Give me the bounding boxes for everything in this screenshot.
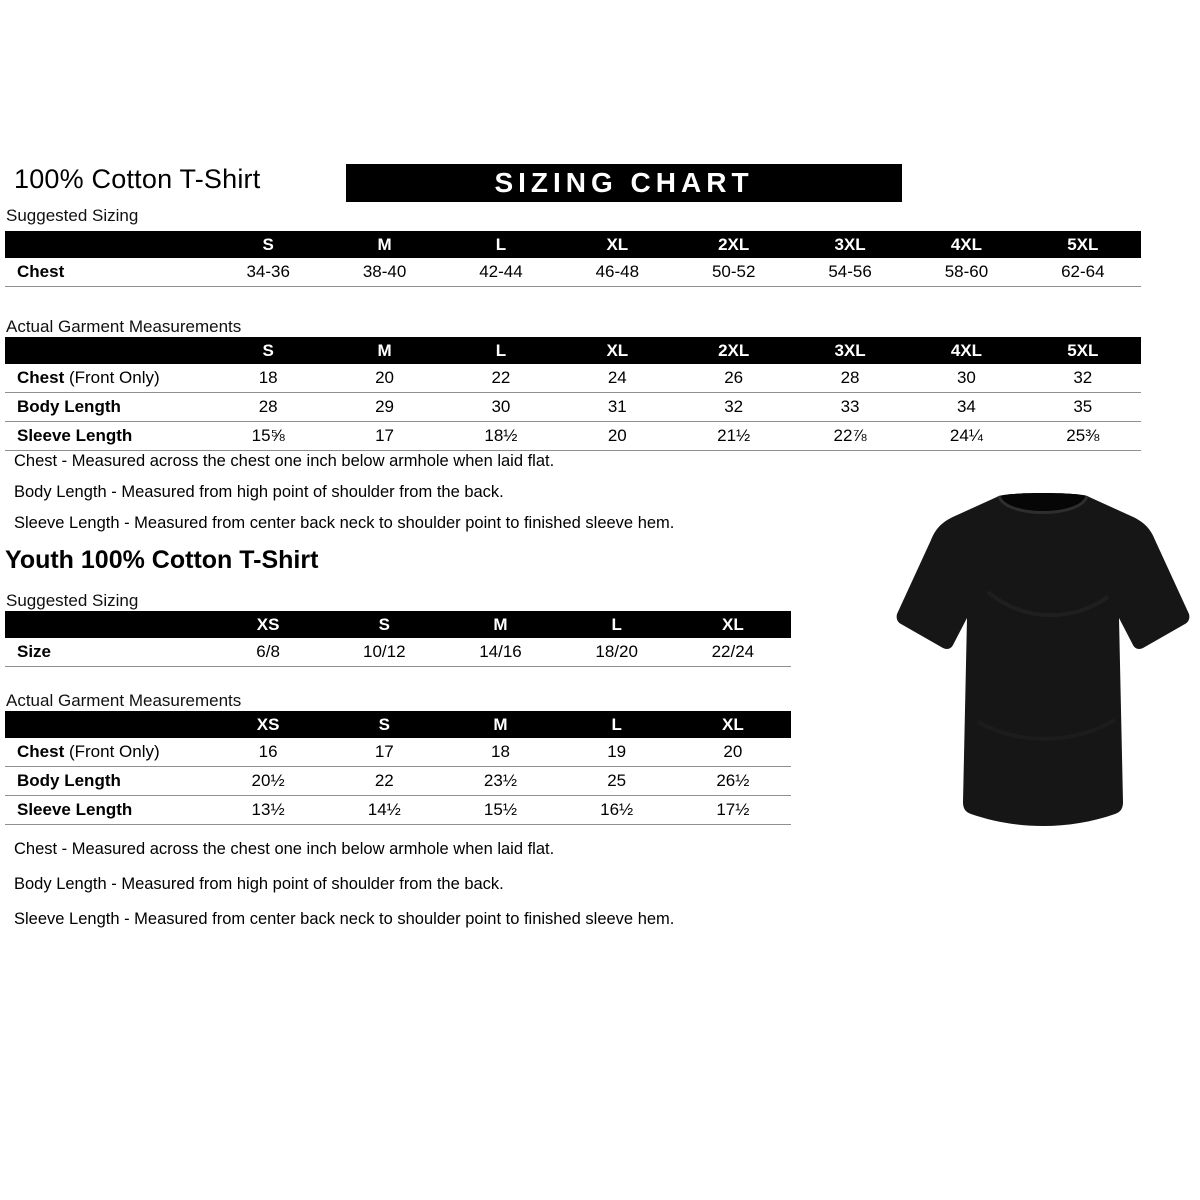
table-row [5, 638, 791, 667]
page-title: 100% Cotton T-Shirt [14, 164, 261, 194]
table-cell: 19 [559, 738, 675, 767]
table-cell: 34-36 [210, 258, 326, 287]
table-cell: 17 [326, 422, 442, 451]
table-cell: 14/16 [442, 638, 558, 667]
column-header-l: L [559, 611, 675, 638]
table-row [5, 767, 791, 796]
table-cell: 34 [908, 393, 1024, 422]
column-header-xl: XL [675, 711, 791, 738]
adult-measurement-notes [14, 452, 674, 545]
column-header-5xl: 5XL [1025, 231, 1141, 258]
adult-note-body-length: Body Length - Measured from high point of shoulder from the back. [14, 483, 504, 501]
table-cell: 42-44 [443, 258, 559, 287]
table-cell: 18 [442, 738, 558, 767]
table-cell: 24¼ [908, 422, 1024, 451]
table-corner-cell [5, 337, 210, 364]
table-cell: 29 [326, 393, 442, 422]
column-header-3xl: 3XL [792, 337, 908, 364]
table-cell: 21½ [676, 422, 792, 451]
table-cell: 18/20 [559, 638, 675, 667]
table-cell: 26 [676, 364, 792, 393]
youth-measurement-notes [14, 840, 674, 945]
column-header-l: L [443, 337, 559, 364]
youth-actual-measurements-table [5, 711, 791, 825]
sizing-chart-banner-text: SIZING CHART [494, 167, 754, 198]
table-cell: 16½ [559, 796, 675, 825]
adult-note-sleeve-length: Sleeve Length - Measured from center back neck to shoulder point to finished sleeve hem. [14, 514, 675, 532]
table-cell: 22⅞ [792, 422, 908, 451]
table-row [5, 258, 1141, 287]
table-cell: 10/12 [326, 638, 442, 667]
table-cell: 24 [559, 364, 675, 393]
row-label: Chest [5, 258, 210, 287]
table-cell: 58-60 [908, 258, 1024, 287]
youth-note-chest: Chest - Measured across the chest one inch below armhole when laid flat. [14, 840, 555, 858]
adult-suggested-sizing-table [5, 231, 1141, 287]
black-tshirt-graphic [893, 472, 1193, 844]
table-cell: 33 [792, 393, 908, 422]
table-cell: 22/24 [675, 638, 791, 667]
table-cell: 13½ [210, 796, 326, 825]
row-label: Chest (Front Only) [5, 364, 210, 393]
table-row [5, 364, 1141, 393]
table-corner-cell [5, 611, 210, 638]
column-header-m: M [326, 337, 442, 364]
table-cell: 32 [1025, 364, 1141, 393]
table-cell: 15½ [442, 796, 558, 825]
column-header-3xl: 3XL [792, 231, 908, 258]
table-row [5, 738, 791, 767]
column-header-xl: XL [675, 611, 791, 638]
table-cell: 17½ [675, 796, 791, 825]
table-cell: 30 [908, 364, 1024, 393]
table-cell: 18½ [443, 422, 559, 451]
youth-note-sleeve-length: Sleeve Length - Measured from center back neck to shoulder point to finished sleeve hem. [14, 910, 675, 928]
column-header-s: S [326, 711, 442, 738]
column-header-xl: XL [559, 231, 675, 258]
column-header-m: M [442, 711, 558, 738]
table-row [5, 796, 791, 825]
table-cell: 22 [326, 767, 442, 796]
column-header-5xl: 5XL [1025, 337, 1141, 364]
youth-suggested-sizing-table [5, 611, 791, 667]
table-cell: 35 [1025, 393, 1141, 422]
column-header-xl: XL [559, 337, 675, 364]
table-row [5, 393, 1141, 422]
table-cell: 17 [326, 738, 442, 767]
adult-actual-measurements-label: Actual Garment Measurements [6, 317, 242, 336]
table-cell: 54-56 [792, 258, 908, 287]
table-corner-cell [5, 711, 210, 738]
tshirt-body-shape [897, 493, 1190, 826]
table-cell: 20 [675, 738, 791, 767]
column-header-m: M [326, 231, 442, 258]
adult-actual-measurements-table [5, 337, 1141, 451]
row-label: Body Length [5, 393, 210, 422]
column-header-4xl: 4XL [908, 231, 1024, 258]
column-header-xs: XS [210, 611, 326, 638]
column-header-l: L [559, 711, 675, 738]
table-cell: 15⅝ [210, 422, 326, 451]
table-cell: 25⅜ [1025, 422, 1141, 451]
youth-actual-measurements-label: Actual Garment Measurements [6, 691, 242, 710]
row-label: Body Length [5, 767, 210, 796]
table-corner-cell [5, 231, 210, 258]
table-cell: 28 [792, 364, 908, 393]
youth-suggested-sizing-label: Suggested Sizing [6, 591, 139, 610]
table-cell: 31 [559, 393, 675, 422]
column-header-s: S [326, 611, 442, 638]
table-cell: 38-40 [326, 258, 442, 287]
column-header-xs: XS [210, 711, 326, 738]
adult-suggested-sizing-label: Suggested Sizing [6, 206, 139, 225]
table-cell: 18 [210, 364, 326, 393]
column-header-l: L [443, 231, 559, 258]
sizing-chart-banner [346, 164, 902, 202]
row-label: Size [5, 638, 210, 667]
table-cell: 28 [210, 393, 326, 422]
row-label: Chest (Front Only) [5, 738, 210, 767]
table-row [5, 422, 1141, 451]
column-header-2xl: 2XL [676, 337, 792, 364]
table-cell: 16 [210, 738, 326, 767]
table-header-row [5, 711, 791, 738]
row-label: Sleeve Length [5, 422, 210, 451]
table-cell: 26½ [675, 767, 791, 796]
youth-section-title: Youth 100% Cotton T-Shirt [5, 546, 319, 574]
table-header-row [5, 611, 791, 638]
column-header-2xl: 2XL [676, 231, 792, 258]
adult-note-chest: Chest - Measured across the chest one inch below armhole when laid flat. [14, 452, 555, 470]
table-cell: 22 [443, 364, 559, 393]
column-header-m: M [442, 611, 558, 638]
column-header-s: S [210, 231, 326, 258]
table-header-row [5, 337, 1141, 364]
table-cell: 25 [559, 767, 675, 796]
table-cell: 20 [326, 364, 442, 393]
table-cell: 62-64 [1025, 258, 1141, 287]
table-header-row [5, 231, 1141, 258]
column-header-4xl: 4XL [908, 337, 1024, 364]
table-cell: 14½ [326, 796, 442, 825]
row-label: Sleeve Length [5, 796, 210, 825]
table-cell: 6/8 [210, 638, 326, 667]
youth-note-body-length: Body Length - Measured from high point of shoulder from the back. [14, 875, 504, 893]
table-cell: 20 [559, 422, 675, 451]
table-cell: 50-52 [676, 258, 792, 287]
table-cell: 23½ [442, 767, 558, 796]
table-cell: 46-48 [559, 258, 675, 287]
table-cell: 20½ [210, 767, 326, 796]
column-header-s: S [210, 337, 326, 364]
table-cell: 30 [443, 393, 559, 422]
table-cell: 32 [676, 393, 792, 422]
